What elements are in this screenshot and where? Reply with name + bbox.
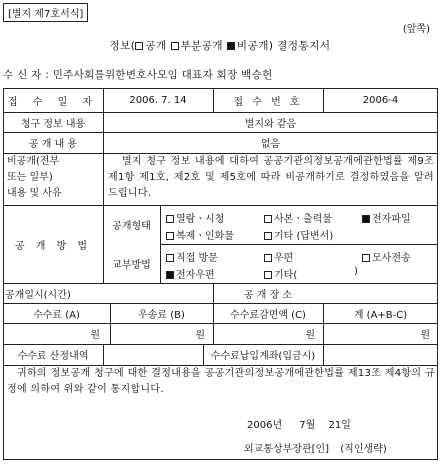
delivery-method-label: 교부방법 (112, 260, 151, 271)
checkbox-nondisclose-checked (227, 42, 235, 50)
col-divider (103, 153, 104, 205)
issuer-line (244, 440, 387, 455)
issue-month: 7월 (299, 420, 316, 431)
delivery-option-other-close: ) (354, 266, 358, 277)
option-text: 전자파일 (372, 214, 411, 225)
total-won: 원 (420, 330, 430, 341)
checkbox-icon (166, 215, 174, 223)
option-text: 직접 방문 (176, 253, 218, 264)
delivery-option-visit (166, 249, 218, 264)
checkbox-disclose (135, 42, 143, 50)
total-label: 계 (A+B-C) (353, 309, 408, 321)
receipt-number-label (213, 88, 323, 112)
form-option-reproduction (166, 227, 234, 242)
title-suffix: ) 결정통지서 (268, 40, 331, 52)
checkbox-icon (264, 215, 272, 223)
fee-reduction-label: 수수료감면액 (C) (230, 309, 306, 321)
option-text: 복제ㆍ인화물 (176, 231, 234, 242)
checkbox-checked-icon (362, 215, 370, 223)
fee-basis-label: 수수료 산정내역 (17, 351, 89, 362)
col-divider (160, 205, 161, 283)
disclosure-method-label-text: 공 개 방 법 (14, 240, 92, 252)
issue-day: 21일 (328, 420, 351, 431)
col-divider (323, 344, 324, 365)
document-title (0, 38, 440, 53)
delivery-option-other (264, 266, 297, 281)
fee-won: 원 (90, 330, 100, 341)
postage-label: 우송료 (B) (138, 309, 185, 321)
delivery-option-mail (264, 249, 293, 264)
option-text: 기타 (답변서) (274, 231, 334, 242)
title-prefix: 정보( (109, 40, 136, 52)
form-option-copy (264, 210, 332, 225)
fee-reduction-won: 원 (305, 330, 315, 341)
option-text: 우편 (274, 253, 294, 264)
disclosure-form-label: 공개형태 (112, 221, 151, 232)
delivery-option-fax (362, 249, 411, 264)
title-option-partial: 부분공개 (180, 40, 224, 52)
option-text: 전자우편 (176, 270, 215, 281)
form-option-viewing (166, 210, 224, 225)
title-option-disclose: 공개 (145, 40, 167, 52)
page-side-label: (앞쪽) (402, 24, 430, 35)
receipt-date-label (3, 88, 103, 112)
disclosure-content-value: 없음 (260, 139, 281, 150)
option-text: 열람ㆍ시청 (176, 214, 225, 225)
checkbox-partial (171, 42, 179, 50)
disclosure-content-label: 공 개 내 용 (28, 139, 78, 150)
nondisclosure-reason: 별지 청구 정보 내용에 대하여 공공기관의정보공개에관한법률 제9조 제1항 제1호, 제2호 및 제5호에 따라 비공개하기로 결정하였음을 알려드립니다. (108, 156, 434, 199)
title-option-nondisclose: 비공개 (236, 40, 269, 52)
checkbox-icon (362, 254, 370, 262)
seal-omitted: (직인생략) (340, 444, 387, 455)
form-option-electronic-file (362, 210, 411, 225)
checkbox-icon (166, 232, 174, 240)
checkbox-icon (166, 254, 174, 262)
issue-year: 2006년 (247, 420, 283, 431)
nondisclosure-label (7, 154, 102, 202)
form-number: [별지 제7호서식] (3, 3, 88, 22)
row-divider (160, 244, 438, 245)
recipient-value: 민주사회를위한변호사모임 대표자 회장 백승헌 (52, 69, 273, 81)
notice-text: 귀하의 정보공개 청구에 대한 결정내용을 공공기관의정보공개에관한법률 제13조 제4항의 규정에 의하여 위와 같이 통지합니다. (7, 368, 435, 395)
recipient-line (3, 67, 273, 82)
checkbox-checked-icon (166, 271, 174, 279)
disclosure-datetime-label: 공개일시(시간) (5, 289, 71, 301)
payment-account-label: 수수료납입계좌(입금시) (210, 351, 316, 362)
request-content-value: 별지와 같음 (244, 118, 297, 130)
col-divider (103, 344, 104, 365)
option-text: 기타( (274, 270, 298, 281)
request-content-label: 청구 정보 내용 (20, 118, 86, 130)
option-text: 모사전송 (372, 253, 411, 264)
form-option-other (264, 227, 333, 242)
nondisclosure-label-line: 또는 일부) (7, 172, 53, 183)
disclosure-method-label (3, 205, 103, 283)
fee-label: 수수료 (A) (33, 309, 80, 321)
checkbox-icon (264, 271, 272, 279)
issue-date (247, 416, 351, 431)
nondisclosure-label-line: 비공개(전부 (7, 156, 60, 167)
disclosure-place-label: 공 개 장 소 (243, 289, 293, 301)
checkbox-icon (264, 232, 272, 240)
receipt-number-value: 2006-4 (362, 94, 399, 106)
nondisclosure-label-line: 내용 및 사유 (7, 188, 62, 199)
receipt-date-label-text: 접 수 일 자 (7, 96, 99, 108)
option-text: 사본ㆍ출력물 (274, 214, 332, 225)
receipt-date-value: 2006. 7. 14 (129, 94, 187, 106)
delivery-option-email (166, 266, 215, 281)
receipt-number-label-text: 접 수 번 호 (233, 96, 303, 108)
recipient-label: 수 신 자 : (3, 69, 50, 81)
issuer-name: 외교통상부장관[인] (244, 444, 330, 455)
checkbox-icon (264, 254, 272, 262)
postage-won: 원 (195, 330, 205, 341)
